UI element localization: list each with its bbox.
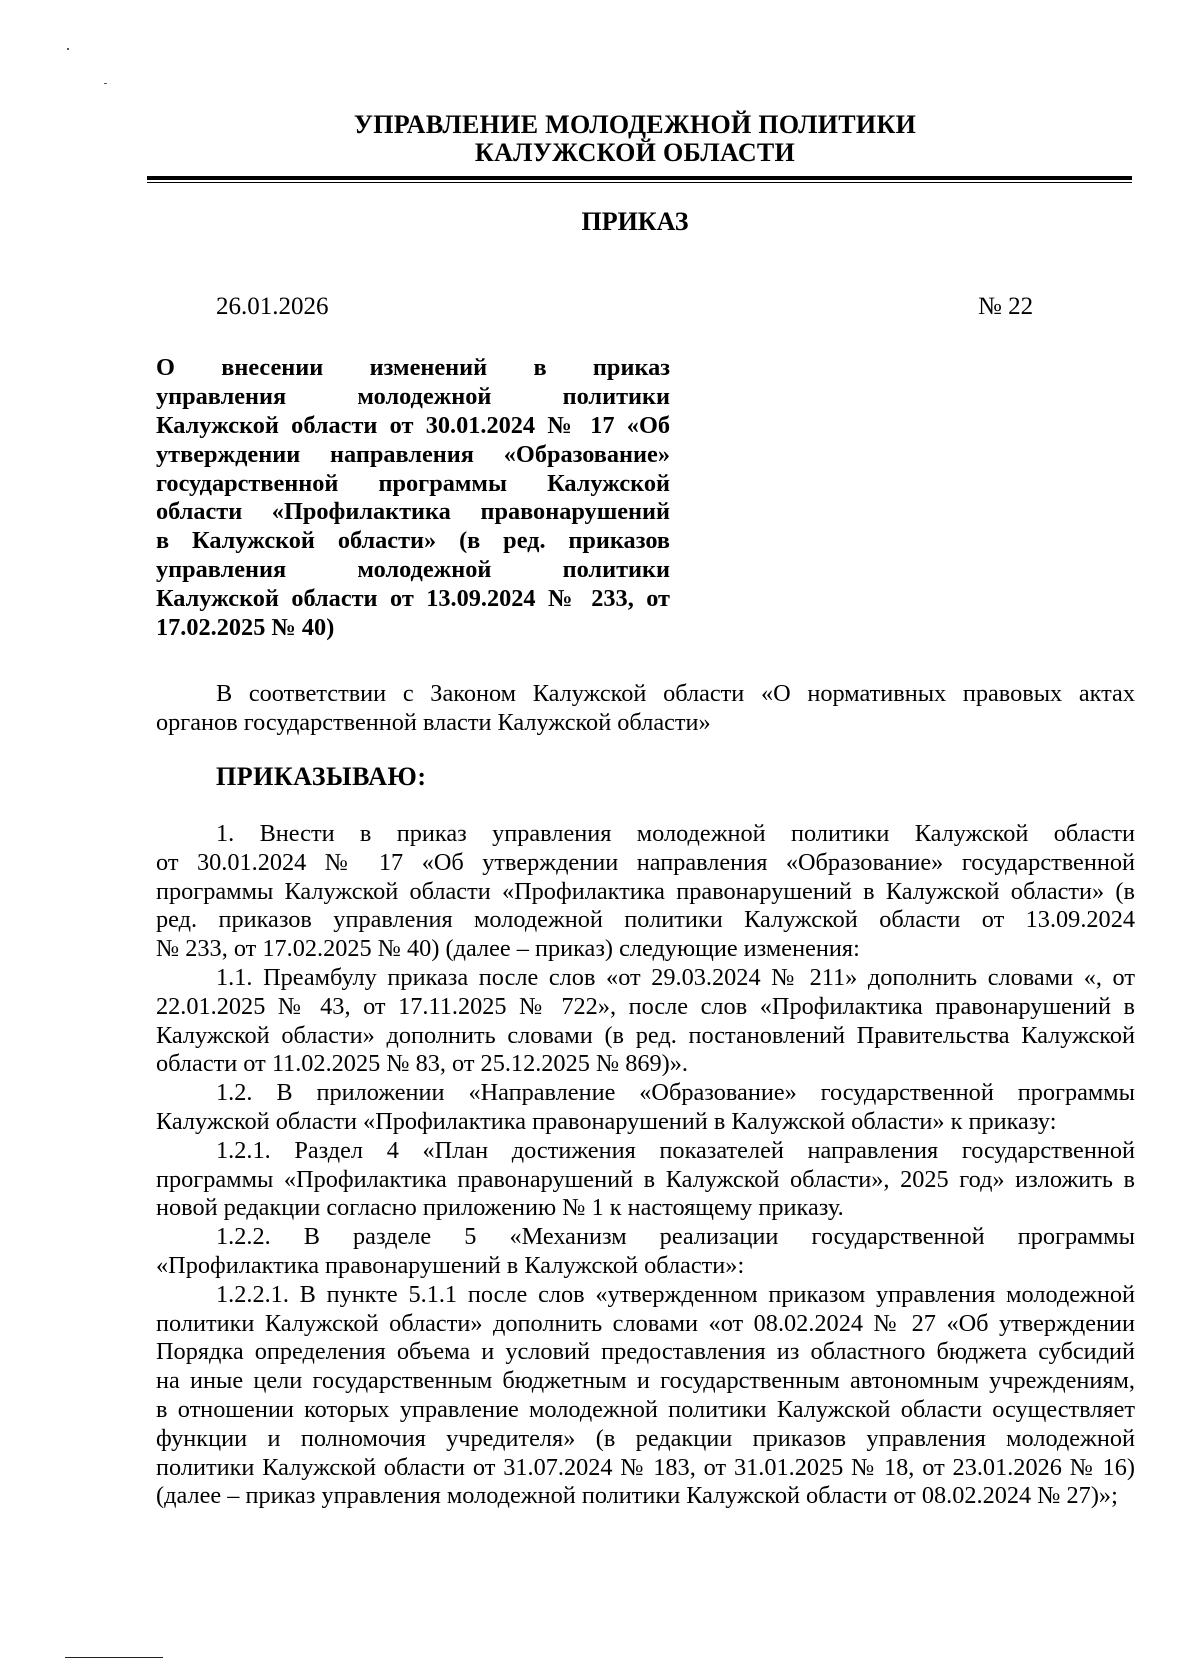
body-line: 1.2. В приложении «Направление «Образование» государственной программы [216,1079,1135,1107]
body-line: ред. приказов управления молодежной политики Калужской области от 13.09.2024 [156,906,1135,934]
body-line: 1.2.1. Раздел 4 «План достижения показателей направления государственной [216,1136,1135,1164]
body-line: политики Калужской области» дополнить словами «от 08.02.2024 № 27 «Об утверждении [156,1309,1135,1337]
subject-line: государственной программы Калужской [156,469,670,497]
document-number: № 22 [978,293,1034,320]
agency-name-line2: КАЛУЖСКОЙ ОБЛАСТИ [474,138,796,167]
subject-line: О внесении изменений в приказ [156,354,670,381]
body-line: новой редакции согласно приложению № 1 к настоящему приказу. [156,1194,844,1222]
preamble-line: В соответствии с Законом Калужской области «О нормативных правовых актах [216,680,1135,707]
body-line: Порядка определения объема и условий предоставления из областного бюджета субсидий [156,1338,1135,1366]
scan-speck [67,48,69,50]
body-line: Калужской области «Профилактика правонарушений в Калужской области» к приказу: [156,1107,1057,1135]
subject-line: области «Профилактика правонарушений [156,498,670,526]
subject-line: утверждении направления «Образование» [156,440,670,468]
header-divider-thin [147,182,1132,183]
subject-line: управления молодежной политики [156,556,670,584]
body-line: в отношении которых управление молодежной политики Калужской области осуществляет [156,1395,1135,1423]
subject-line: в Калужской области» (в ред. приказов [156,527,670,555]
document-date: 26.01.2026 [216,293,329,320]
scan-speck [104,83,107,84]
preamble [156,680,1135,738]
body-line: функции и полномочия учредителя» (в редакции приказов управления молодежной [156,1424,1135,1452]
body-line: Калужской области» дополнить словами (в ред. постановлений Правительства Калужской [156,1021,1135,1049]
body-line: области от 11.02.2025 № 83, от 25.12.2025 № 869)». [156,1050,688,1078]
body-line: 1. Внести в приказ управления молодежной политики Калужской области [216,820,1135,847]
subject-line: управления молодежной политики [156,382,670,410]
preamble-line: органов государственной власти Калужской области» [156,708,711,736]
footnote-divider [65,1657,163,1658]
document-title: ПРИКАЗ [581,207,689,236]
body-line: программы «Профилактика правонарушений в Калужской области», 2025 год» изложить в [156,1165,1135,1193]
body-line: № 233, от 17.02.2025 № 40) (далее – приказ) следующие изменения: [156,935,860,963]
body-line: программы Калужской области «Профилактика правонарушений в Калужской области» (в [156,877,1135,905]
orders-heading: ПРИКАЗЫВАЮ: [216,762,427,791]
body-line: (далее – приказ управления молодежной политики Калужской области от 08.02.2024 № 27)»; [156,1482,1118,1510]
agency-name-line1: УПРАВЛЕНИЕ МОЛОДЕЖНОЙ ПОЛИТИКИ [353,110,917,139]
body-line: политики Калужской области от 31.07.2024 № 183, от 31.01.2025 № 18, от 23.01.2026 № 16) [156,1453,1135,1481]
body-line: на иные цели государственным бюджетным и государственным автономным учреждениям, [156,1367,1135,1395]
body-line: 1.2.2. В разделе 5 «Механизм реализации государственной программы [216,1223,1135,1251]
body-line: «Профилактика правонарушений в Калужской области»: [156,1251,745,1279]
subject-line: 17.02.2025 № 40) [156,614,335,642]
subject-line: Калужской области от 13.09.2024 № 233, от [156,585,670,613]
body-line: 22.01.2025 № 43, от 17.11.2025 № 722», после слов «Профилактика правонарушений в [156,992,1135,1020]
body-line: от 30.01.2024 № 17 «Об утверждении направления «Образование» государственной [156,848,1135,876]
order-body [156,820,1135,1511]
subject-line: Калужской области от 30.01.2024 № 17 «Об [156,411,670,439]
header-divider [147,176,1132,180]
body-line: 1.1. Преамбулу приказа после слов «от 29.03.2024 № 211» дополнить словами «, от [216,963,1135,991]
document-subject [156,354,670,643]
body-line: 1.2.2.1. В пункте 5.1.1 после слов «утвержденном приказом управления молодежной [216,1280,1135,1308]
